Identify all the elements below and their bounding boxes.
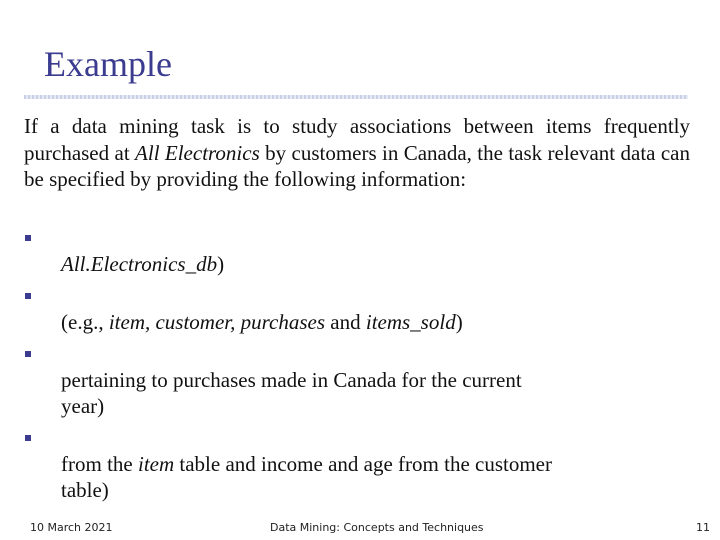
bullet-4-line-3: table) [61,478,109,502]
slide-title: Example [44,44,172,84]
bullet-3-line-2: pertaining to purchases made in Canada for the current [61,368,522,392]
bullet-3-line-3: year) [61,394,105,418]
bullet-marker-1 [25,235,31,241]
title-divider [24,95,688,99]
bullet-marker-2 [25,293,31,299]
bullet-4-text-start: from the [61,452,138,476]
footer-title: Data Mining: Concepts and Techniques [270,521,484,534]
bullet-item-4 [61,425,661,503]
bullet-1-text-end: ) [217,252,225,276]
bullet-item-3 [61,341,661,419]
intro-text-end: by customers in Canada, the task relevant data can be specified by providing the following information: [24,140,690,191]
page-number: 11 [696,521,710,534]
intro-company-name: All Electronics [135,140,260,165]
bullet-2-items-sold: items_sold [365,310,456,334]
bullet-item-2 [61,283,661,335]
footer-date: 10 March 2021 [30,521,113,534]
bullet-4-item-table: item [137,452,175,476]
bullet-2-text-end: ) [455,310,463,334]
bullet-2-tables: item, customer, purchases [108,310,326,334]
intro-text-start: If a data mining task is to study associations between items frequently purchased at [24,114,690,165]
bullet-2-text-mid: and [325,310,366,334]
bullet-item-1 [61,225,661,277]
bullet-marker-4 [25,435,31,441]
bullet-4-text-end: table and income and age from the customer [174,452,552,476]
bullet-marker-3 [25,351,31,357]
bullet-2-text-start: (e.g., [61,310,109,334]
bullet-1-database-name: All.Electronics_db [61,252,218,276]
intro-paragraph [24,113,690,193]
